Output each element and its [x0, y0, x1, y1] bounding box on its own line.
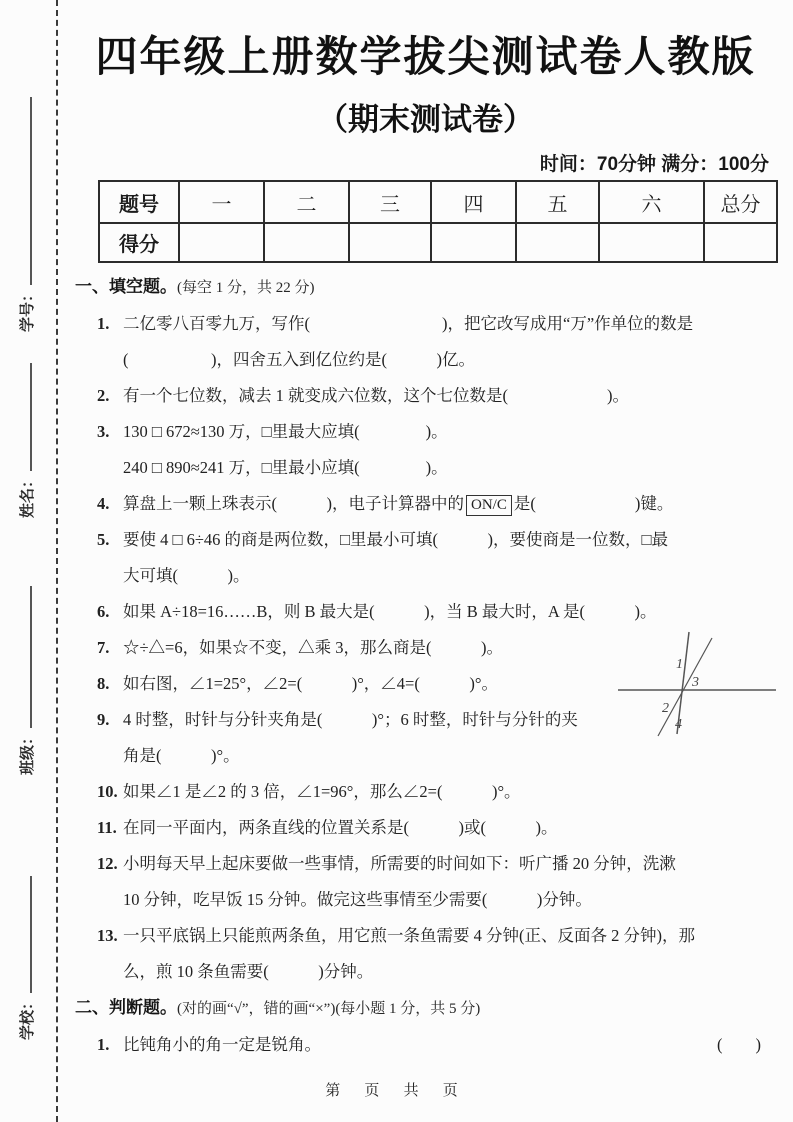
question-text: 4 时整，时针与分针夹角是( )°；6 时整，时针与分针的夹 [123, 710, 578, 729]
name-blank-line [28, 363, 32, 471]
question-13-line-1 [75, 918, 793, 954]
question-number: 1. [97, 1035, 110, 1054]
score-header-cell: 六 [599, 181, 704, 223]
angles-figure [618, 626, 776, 738]
name-field [16, 340, 42, 518]
main-content [58, 0, 793, 1063]
score-header-cell: 一 [179, 181, 264, 223]
question-12-line-1 [75, 846, 793, 882]
page-title: 四年级上册数学拔尖测试卷人教版 [95, 33, 756, 80]
question-text: 如右图，∠1=25°，∠2=( )°，∠4=( )°。 [123, 674, 498, 693]
question-text: 130 □ 672≈130 万，□里最大应填( )。 [123, 422, 448, 441]
question-text: 算盘上一颗上珠表示( )，电子计算器中的 [123, 494, 464, 513]
question-1-line-1 [75, 306, 793, 342]
question-13-line-2 [75, 954, 793, 990]
question-2-line-1 [75, 378, 793, 414]
question-text: 如果∠1 是∠2 的 3 倍，∠1=96°，那么∠2=( )°。 [123, 782, 521, 801]
score-header-cell: 题号 [99, 181, 179, 223]
question-11-line-1 [75, 810, 793, 846]
question-5-line-2 [75, 558, 793, 594]
question-text: 一只平底锅上只能煎两条鱼，用它煎一条鱼需要 4 分钟(正、反面各 2 分钟)，那 [123, 926, 695, 945]
question-text: 如果 A÷18=16……B，则 B 最大是( )，当 B 最大时，A 是( )。 [123, 602, 657, 621]
question-number: 10. [97, 782, 118, 801]
question-text: 二亿零八百零九万，写作( )，把它改写成用“万”作单位的数是 [123, 314, 694, 333]
question-number: 6. [97, 602, 110, 621]
calculator-onc-key: ON/C [466, 495, 512, 516]
question-text: 10 分钟，吃早饭 15 分钟。做完这些事情至少需要( )分钟。 [123, 890, 592, 909]
student-id-field [16, 72, 42, 332]
question-number: 11. [97, 818, 117, 837]
angle-4-label: 4 [675, 717, 682, 732]
class-label: 班级： [20, 729, 36, 775]
name-label: 姓名： [20, 472, 36, 518]
score-header-cell: 二 [264, 181, 349, 223]
question-text: 要使 4 □ 6÷46 的商是两位数，□里最小可填( )，要使商是一位数，□最 [123, 530, 668, 549]
binding-rail [0, 0, 58, 1122]
page-footer: 第 页 共 页 [325, 1082, 468, 1099]
section1-heading [75, 269, 793, 306]
score-cell-empty [704, 223, 777, 262]
question-number: 3. [97, 422, 110, 441]
score-cell-empty [264, 223, 349, 262]
judge-question-1 [75, 1027, 793, 1063]
question-number: 9. [97, 710, 110, 729]
answer-blank: ( ) [717, 1035, 761, 1054]
student-id-label: 学号： [20, 286, 36, 332]
question-text: 大可填( )。 [123, 566, 250, 585]
school-blank-line [28, 876, 32, 993]
angle-3-label: 3 [692, 675, 699, 690]
question-number: 13. [97, 926, 118, 945]
school-label: 学校： [20, 994, 36, 1040]
question-text: 小明每天早上起床要做一些事情，所需要的时间如下：听广播 20 分钟，洗漱 [123, 854, 676, 873]
question-1-line-2 [75, 342, 793, 378]
question-4-line-1 [75, 486, 793, 522]
question-number: 4. [97, 494, 110, 513]
score-cell-empty [516, 223, 599, 262]
score-cell-empty [599, 223, 704, 262]
score-table [98, 180, 778, 263]
question-9-line-2 [75, 738, 793, 774]
section2-note: (对的画“√”，错的画“×”)(每小题 1 分，共 5 分) [177, 1001, 481, 1017]
section2-heading [75, 990, 793, 1027]
score-header-cell: 三 [349, 181, 431, 223]
score-cell-empty [179, 223, 264, 262]
question-text: 240 □ 890≈241 万，□里最小应填( )。 [123, 458, 448, 477]
student-id-blank-line [28, 97, 32, 285]
question-number: 1. [97, 314, 110, 333]
question-text: 么，煎 10 条鱼需要( )分钟。 [123, 962, 374, 981]
question-number: 12. [97, 854, 118, 873]
score-table-score-row [99, 223, 777, 262]
question-number: 7. [97, 638, 110, 657]
section2-title: 二、判断题。 [75, 998, 177, 1017]
question-text: 比钝角小的角一定是锐角。 [123, 1035, 321, 1054]
question-text: 是( )键。 [513, 494, 674, 513]
question-number: 8. [97, 674, 110, 693]
question-number: 5. [97, 530, 110, 549]
question-10-line-1 [75, 774, 793, 810]
question-5-line-1 [75, 522, 793, 558]
question-3-line-1 [75, 414, 793, 450]
question-text: 有一个七位数，减去 1 就变成六位数，这个七位数是( )。 [123, 386, 629, 405]
question-6-line-1 [75, 594, 793, 630]
angle-1-label: 1 [676, 657, 683, 672]
question-number: 2. [97, 386, 110, 405]
angle-2-label: 2 [662, 701, 669, 716]
question-3-line-2 [75, 450, 793, 486]
slanted-line [658, 638, 712, 736]
score-header-cell: 总分 [704, 181, 777, 223]
score-header-cell: 四 [431, 181, 516, 223]
question-text: 在同一平面内，两条直线的位置关系是( )或( )。 [123, 818, 558, 837]
time-score-info: 时间：70分钟 满分：100分 [539, 154, 769, 175]
question-text: 角是( )°。 [123, 746, 240, 765]
question-text: ( )，四舍五入到亿位约是( )亿。 [123, 350, 475, 369]
score-cell-empty [431, 223, 516, 262]
class-blank-line [28, 586, 32, 728]
score-cell-empty [349, 223, 431, 262]
score-header-cell: 五 [516, 181, 599, 223]
score-table-header-row [99, 181, 777, 223]
question-text: ☆÷△=6，如果☆不变，△乘 3，那么商是( )。 [123, 638, 503, 657]
section1-title: 一、填空题。 [75, 277, 177, 296]
school-field [16, 853, 42, 1040]
class-field [16, 563, 42, 775]
page-subtitle: （期末测试卷） [317, 102, 534, 137]
score-row-label: 得分 [99, 223, 179, 262]
section1-note: (每空 1 分，共 22 分) [177, 280, 315, 296]
question-12-line-2 [75, 882, 793, 918]
